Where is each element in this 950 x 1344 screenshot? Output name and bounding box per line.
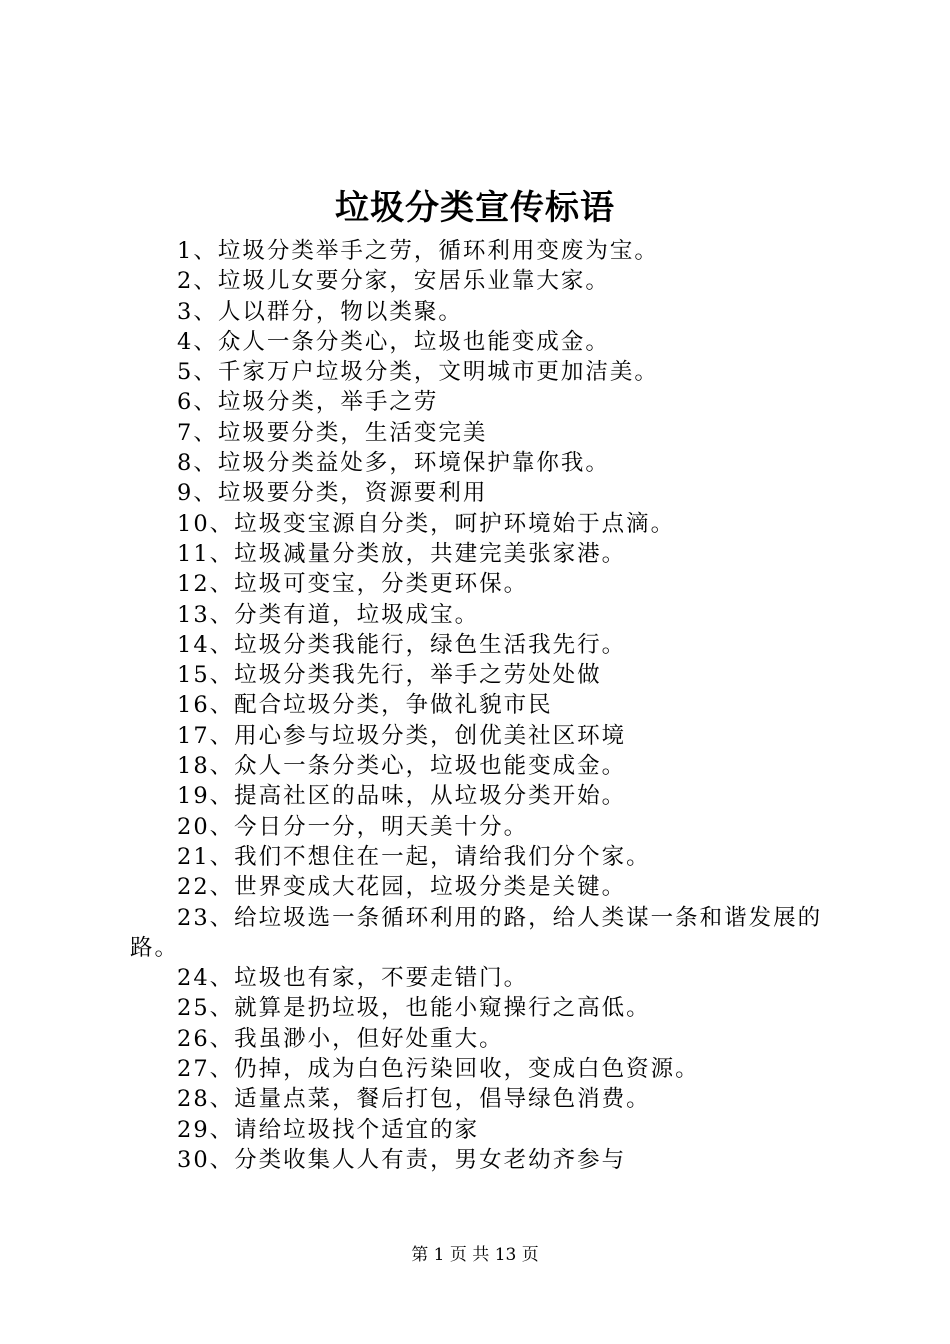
- slogan-item: 5、千家万户垃圾分类，文明城市更加洁美。: [177, 359, 659, 386]
- slogan-item: 22、世界变成大花园，垃圾分类是关键。: [177, 874, 627, 901]
- slogan-item: 3、人以群分，物以类聚。: [177, 298, 463, 325]
- slogan-item: 15、垃圾分类我先行，举手之劳处处做: [177, 662, 602, 689]
- slogan-item: 16、配合垃圾分类，争做礼貌市民: [177, 692, 553, 719]
- slogan-item: 29、请给垃圾找个适宜的家: [177, 1116, 480, 1143]
- slogan-item: 8、垃圾分类益处多，环境保护靠你我。: [177, 450, 610, 477]
- slogan-item: 30、分类收集人人有责，男女老幼齐参与: [177, 1146, 627, 1173]
- slogan-item: 7、垃圾要分类，生活变完美: [177, 419, 488, 446]
- slogan-item: 24、垃圾也有家，不要走错门。: [177, 965, 529, 992]
- slogan-item: 17、用心参与垃圾分类，创优美社区环境: [177, 722, 627, 749]
- slogan-item: 2、垃圾儿女要分家，安居乐业靠大家。: [177, 268, 610, 295]
- slogan-item: 27、仍掉，成为白色污染回收，变成白色资源。: [177, 1056, 700, 1083]
- slogan-item: 21、我们不想住在一起，请给我们分个家。: [177, 843, 651, 870]
- slogan-item: 10、垃圾变宝源自分类，呵护环境始于点滴。: [177, 510, 676, 537]
- slogan-item: 26、我虽渺小，但好处重大。: [177, 1025, 504, 1052]
- slogan-item: 1、垃圾分类举手之劳，循环利用变废为宝。: [177, 238, 659, 264]
- slogan-item: 13、分类有道，垃圾成宝。: [177, 601, 480, 628]
- slogan-item: 14、垃圾分类我能行，绿色生活我先行。: [177, 631, 627, 658]
- slogan-item: 23、给垃圾选一条循环利用的路，给人类谋一条和谐发展的路。: [130, 904, 823, 961]
- document-title: 垃圾分类宣传标语: [335, 188, 615, 228]
- slogan-item: 25、就算是扔垃圾，也能小窥操行之高低。: [177, 995, 651, 1022]
- slogan-item: 9、垃圾要分类，资源要利用: [177, 480, 488, 507]
- page-footer: 第 1 页 共 13 页: [411, 1245, 539, 1265]
- slogan-item: 19、提高社区的品味，从垃圾分类开始。: [177, 783, 627, 810]
- slogan-item: 4、众人一条分类心，垃圾也能变成金。: [177, 328, 610, 355]
- slogan-item: 28、适量点菜，餐后打包，倡导绿色消费。: [177, 1086, 651, 1113]
- slogan-item: 12、垃圾可变宝，分类更环保。: [177, 571, 529, 598]
- slogan-item: 20、今日分一分，明天美十分。: [177, 813, 529, 840]
- slogan-item: 18、众人一条分类心，垃圾也能变成金。: [177, 753, 627, 780]
- slogan-list: [130, 236, 835, 1175]
- slogan-item: 6、垃圾分类，举手之劳: [177, 389, 439, 416]
- slogan-item: 11、垃圾减量分类放，共建完美张家港。: [177, 540, 627, 567]
